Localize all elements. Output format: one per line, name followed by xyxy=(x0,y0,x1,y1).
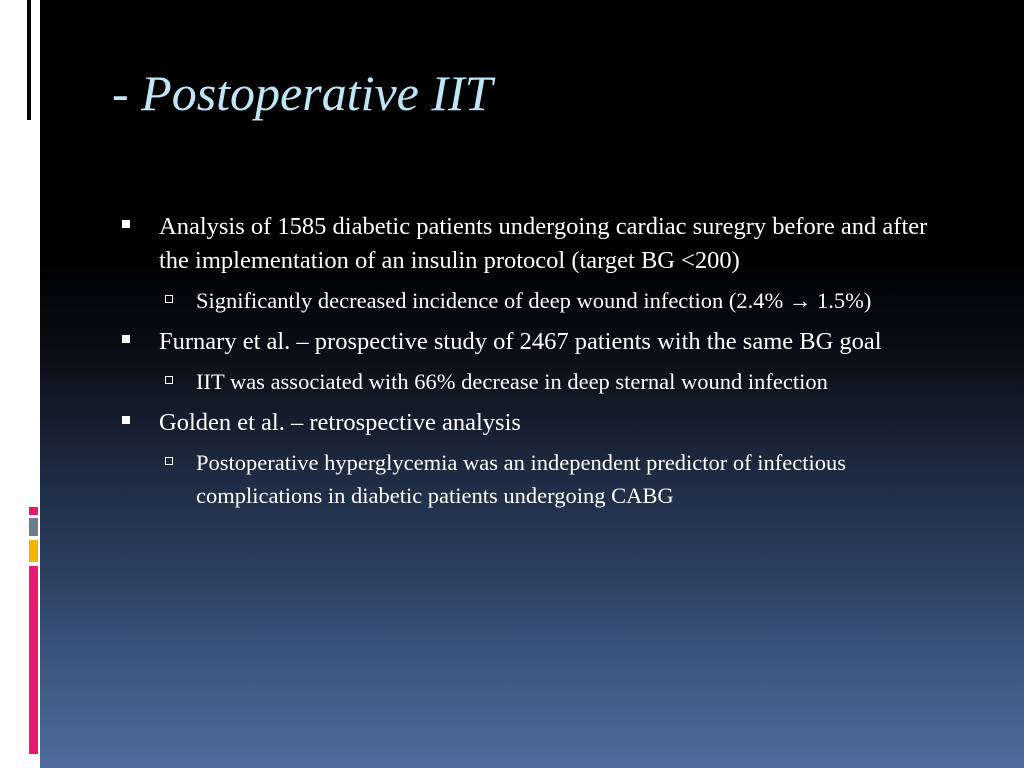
square-bullet-icon xyxy=(122,335,130,343)
bullet-text: Golden et al. – retrospective analysis xyxy=(159,409,521,436)
sub-bullet-item xyxy=(159,284,948,317)
bullet-item xyxy=(118,406,948,440)
sub-bullet-item xyxy=(159,365,948,398)
bullet-item xyxy=(118,210,948,278)
square-bullet-icon xyxy=(122,220,130,228)
square-bullet-icon xyxy=(122,416,130,424)
accent-bar-pink-long xyxy=(29,566,38,754)
hollow-square-bullet-icon xyxy=(165,295,173,303)
accent-bar-gold xyxy=(29,540,38,562)
hollow-square-bullet-icon xyxy=(165,376,173,384)
sub-bullet-text: Postoperative hyperglycemia was an independent predictor of infectious complications in diabetic patients undergoing CABG xyxy=(196,450,847,508)
hollow-square-bullet-icon xyxy=(165,457,173,465)
sub-bullet-item xyxy=(159,446,948,512)
bullet-text: Furnary et al. – prospective study of 2467 patients with the same BG goal xyxy=(159,328,882,355)
bullet-text: Analysis of 1585 diabetic patients undergoing cardiac suregry before and after the implementation of an insulin protocol (target BG <200) xyxy=(159,213,928,274)
slide-title: - Postoperative IIT xyxy=(112,65,493,121)
sub-bullet-text: Significantly decreased incidence of deep wound infection (2.4% → 1.5%) xyxy=(196,288,872,313)
decor-bar-2 xyxy=(27,0,31,120)
bullet-item xyxy=(118,325,948,359)
accent-bar-gray xyxy=(29,518,38,536)
decor-bar-1 xyxy=(0,0,25,120)
sub-bullet-text: IIT was associated with 66% decrease in deep sternal wound infection xyxy=(196,369,828,394)
accent-bar-pink-top xyxy=(29,507,38,515)
bullet-list xyxy=(118,210,948,520)
